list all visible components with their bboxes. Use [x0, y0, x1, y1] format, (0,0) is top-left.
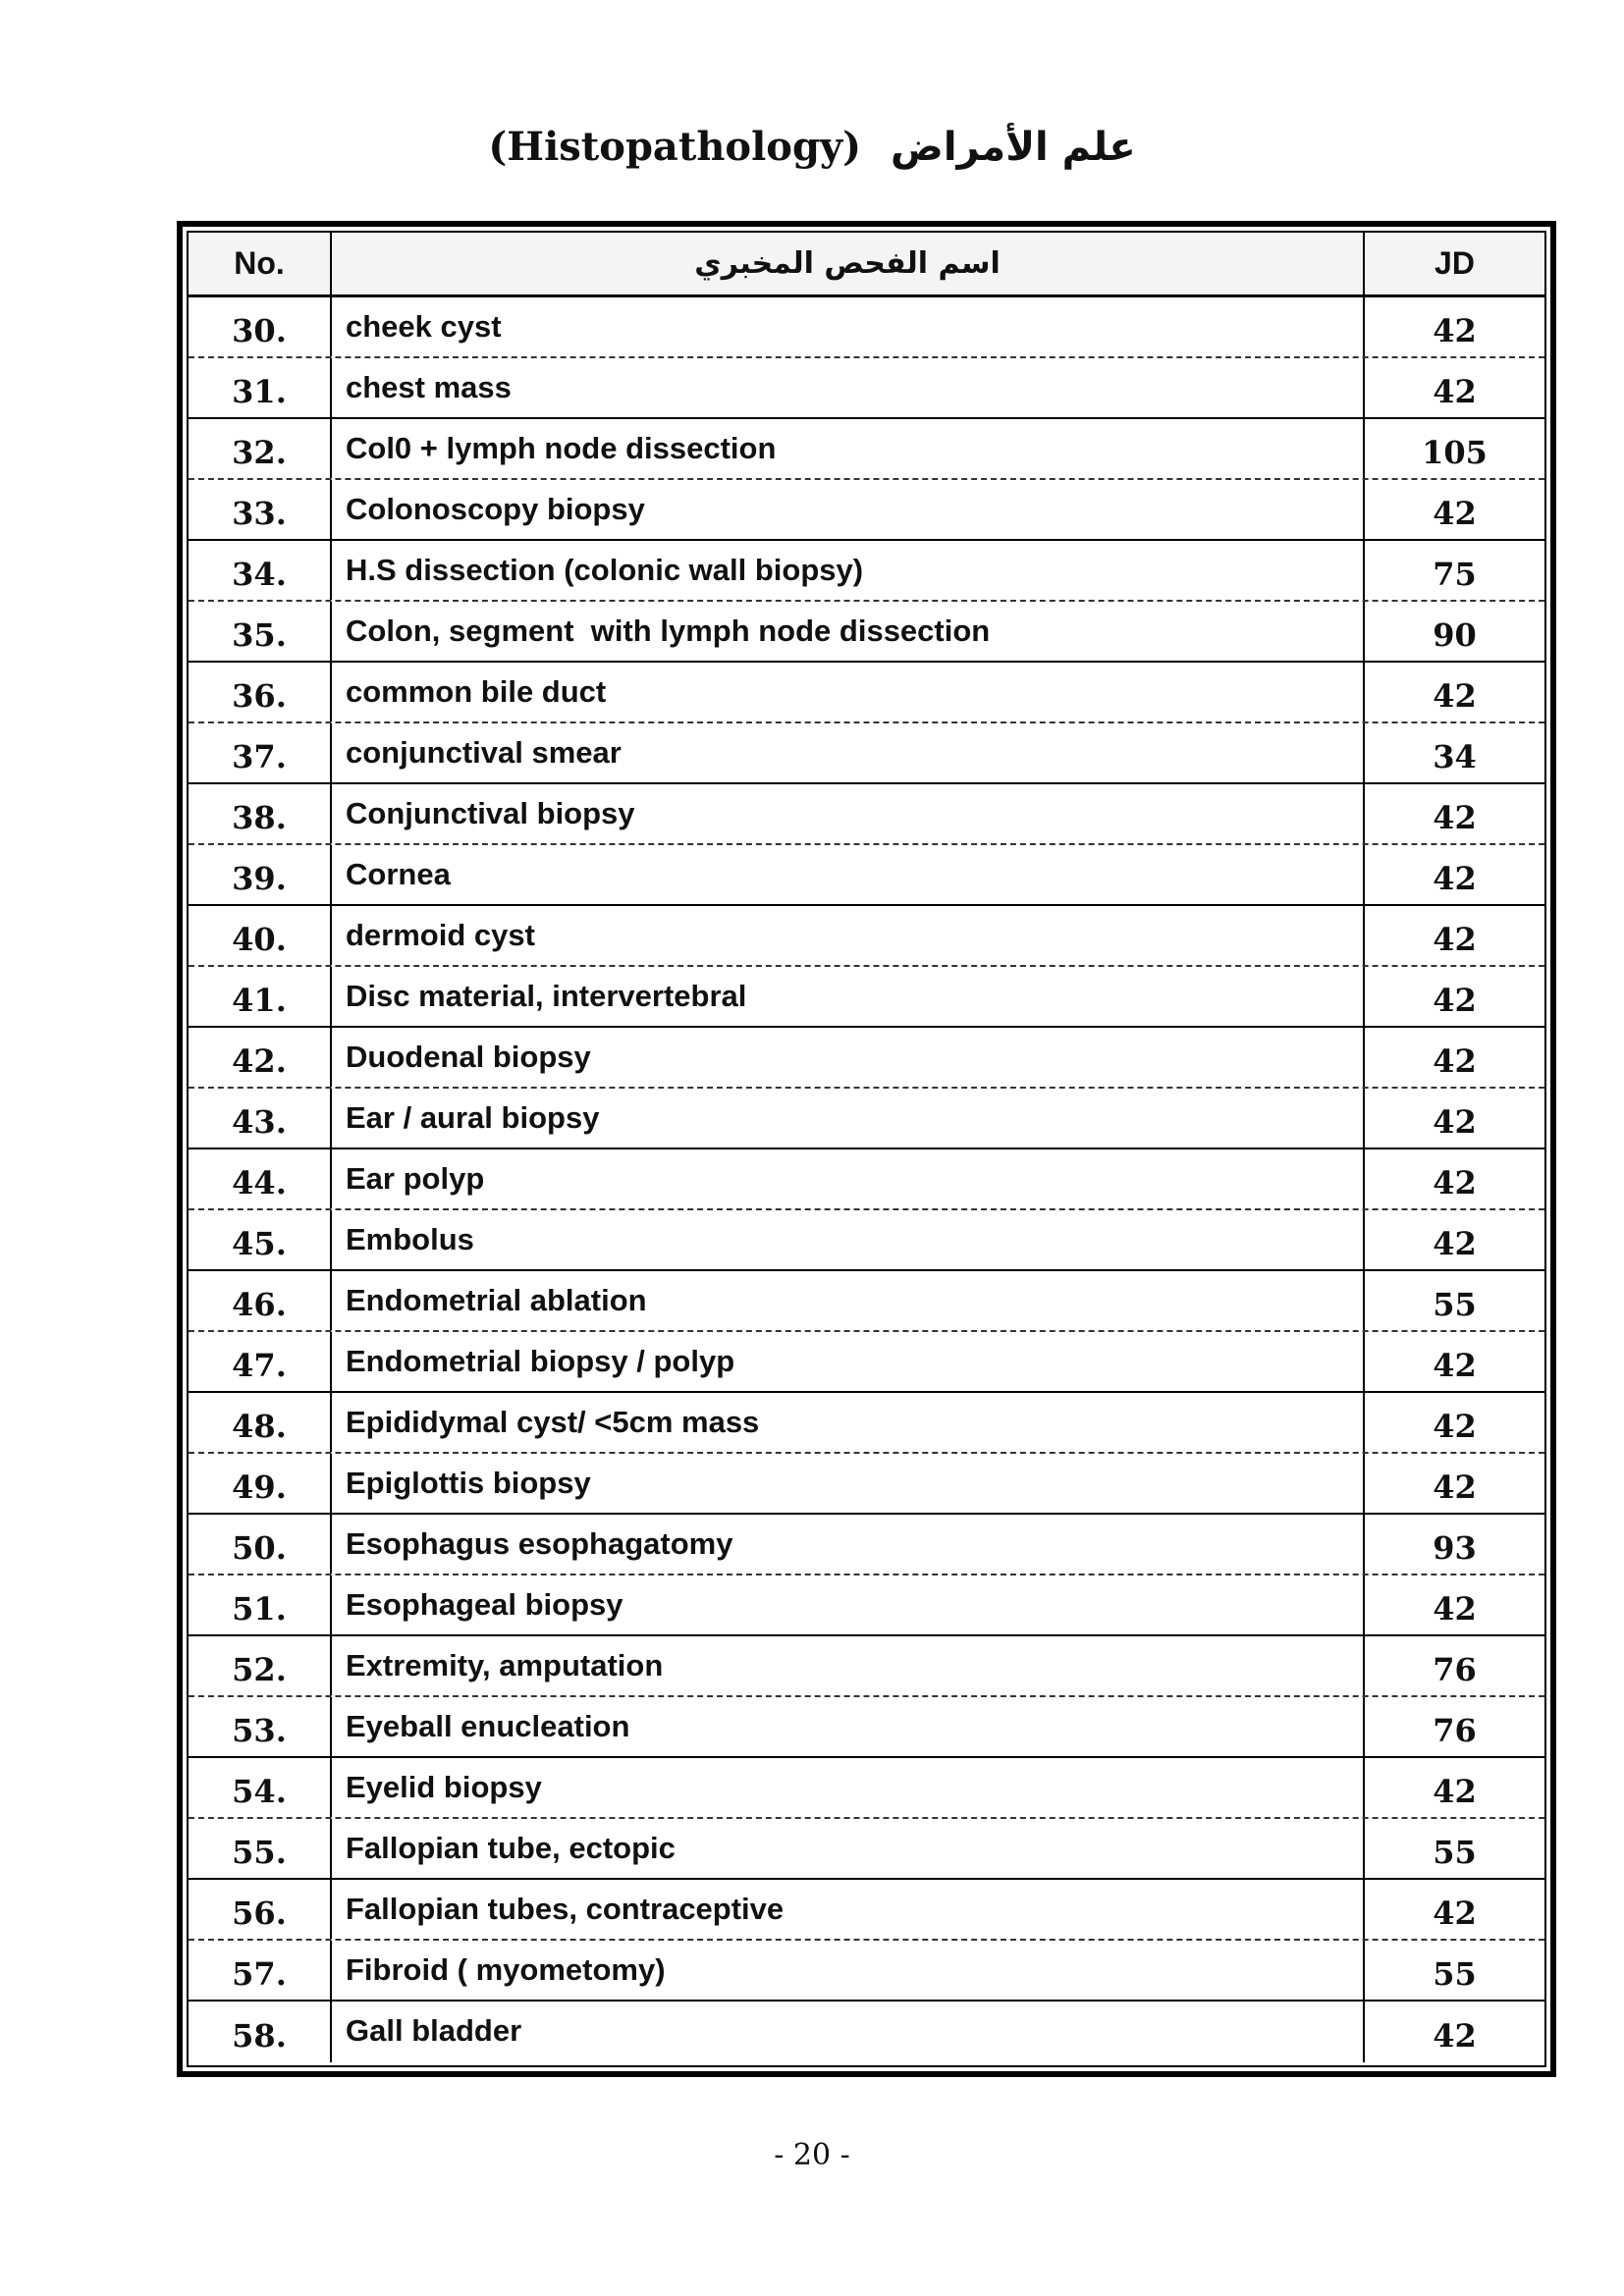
row-test-name: dermoid cyst [332, 906, 1365, 965]
price-table-inner [187, 231, 1546, 2067]
table-row [189, 1149, 1544, 1210]
row-price: 76 [1433, 1712, 1477, 1749]
table-row [189, 541, 1544, 602]
row-number: 46. [189, 1271, 332, 1330]
row-test-name: Fallopian tubes, contraceptive [332, 1880, 1365, 1939]
row-number: 48. [189, 1393, 332, 1452]
row-test-name: H.S dissection (colonic wall biopsy) [332, 541, 1365, 600]
table-row [189, 1941, 1544, 2002]
row-test-name: Conjunctival biopsy [332, 784, 1365, 843]
row-price: 42 [1433, 982, 1477, 1019]
row-price: 42 [1433, 1164, 1477, 1201]
table-row [189, 1454, 1544, 1515]
table-row [189, 1880, 1544, 1941]
row-price: 42 [1433, 921, 1477, 958]
header-test-name: اسم الفحص المخبري [332, 233, 1365, 294]
row-price: 42 [1433, 312, 1477, 349]
page-title [0, 118, 1624, 177]
row-price: 42 [1433, 799, 1477, 836]
row-price: 55 [1433, 1955, 1477, 1993]
row-price: 42 [1433, 1895, 1477, 1932]
row-test-name: Embolus [332, 1210, 1365, 1269]
table-row [189, 1028, 1544, 1089]
table-row [189, 1271, 1544, 1332]
row-number: 40. [189, 906, 332, 965]
row-number: 44. [189, 1149, 332, 1208]
table-row [189, 1210, 1544, 1271]
row-number: 53. [189, 1697, 332, 1756]
row-number: 49. [189, 1454, 332, 1513]
row-price: 76 [1433, 1651, 1477, 1688]
row-test-name: Duodenal biopsy [332, 1028, 1365, 1087]
table-row [189, 663, 1544, 723]
row-price: 42 [1433, 1408, 1477, 1445]
row-number: 35. [189, 602, 332, 661]
row-test-name: Colonoscopy biopsy [332, 480, 1365, 539]
table-row [189, 723, 1544, 784]
row-number: 47. [189, 1332, 332, 1391]
row-test-name: Extremity, amputation [332, 1636, 1365, 1695]
row-number: 43. [189, 1089, 332, 1148]
table-row [189, 1393, 1544, 1454]
row-test-name: common bile duct [332, 663, 1365, 721]
row-number: 30. [189, 297, 332, 356]
row-number: 52. [189, 1636, 332, 1695]
header-jd: JD [1435, 245, 1475, 281]
table-row [189, 1515, 1544, 1575]
row-price: 42 [1433, 1590, 1477, 1628]
table-row [189, 1332, 1544, 1393]
table-body [189, 297, 1544, 2062]
row-number: 55. [189, 1819, 332, 1878]
row-test-name: chest mass [332, 358, 1365, 417]
row-test-name: Colon, segment with lymph node dissection [332, 602, 1365, 661]
row-price: 55 [1433, 1834, 1477, 1871]
table-row [189, 1636, 1544, 1697]
row-price: 105 [1422, 434, 1488, 471]
row-test-name: Ear / aural biopsy [332, 1089, 1365, 1148]
row-price: 42 [1433, 1225, 1477, 1262]
row-test-name: Col0 + lymph node dissection [332, 419, 1365, 478]
row-test-name: Esophageal biopsy [332, 1575, 1365, 1634]
table-row [189, 602, 1544, 663]
table-row [189, 358, 1544, 419]
table-row [189, 1819, 1544, 1880]
table-row [189, 1697, 1544, 1758]
row-price: 90 [1433, 616, 1477, 654]
row-price: 42 [1433, 1347, 1477, 1384]
row-number: 33. [189, 480, 332, 539]
row-test-name: Epididymal cyst/ <5cm mass [332, 1393, 1365, 1452]
row-test-name: Esophagus esophagatomy [332, 1515, 1365, 1574]
table-row [189, 1575, 1544, 1636]
row-price: 42 [1433, 1042, 1477, 1080]
row-number: 38. [189, 784, 332, 843]
price-table [177, 221, 1556, 2077]
row-number: 32. [189, 419, 332, 478]
row-price: 42 [1433, 677, 1477, 715]
row-test-name: cheek cyst [332, 297, 1365, 356]
row-price: 34 [1433, 738, 1477, 775]
row-number: 57. [189, 1941, 332, 2000]
row-number: 34. [189, 541, 332, 600]
row-test-name: Eyeball enucleation [332, 1697, 1365, 1756]
row-number: 50. [189, 1515, 332, 1574]
row-price: 42 [1433, 1468, 1477, 1506]
row-number: 39. [189, 845, 332, 904]
row-number: 42. [189, 1028, 332, 1087]
row-test-name: Gall bladder [332, 2002, 1365, 2062]
row-test-name: Eyelid biopsy [332, 1758, 1365, 1817]
table-row [189, 480, 1544, 541]
row-number: 31. [189, 358, 332, 417]
row-test-name: conjunctival smear [332, 723, 1365, 782]
row-number: 54. [189, 1758, 332, 1817]
row-price: 42 [1433, 373, 1477, 410]
table-row [189, 297, 1544, 358]
row-price: 42 [1433, 860, 1477, 897]
row-price: 55 [1433, 1286, 1477, 1323]
row-number: 58. [189, 2002, 332, 2062]
row-test-name: Disc material, intervertebral [332, 967, 1365, 1026]
header-no: No. [189, 233, 332, 294]
row-number: 36. [189, 663, 332, 721]
row-number: 45. [189, 1210, 332, 1269]
row-number: 37. [189, 723, 332, 782]
table-row [189, 906, 1544, 967]
row-price: 42 [1433, 1773, 1477, 1810]
row-price: 75 [1433, 556, 1477, 593]
row-price: 42 [1433, 1103, 1477, 1141]
title-arabic: علم الأمراض [891, 125, 1136, 170]
row-price: 42 [1433, 2017, 1477, 2055]
row-test-name: Fibroid ( myometomy) [332, 1941, 1365, 2000]
row-test-name: Endometrial ablation [332, 1271, 1365, 1330]
table-row [189, 1758, 1544, 1819]
row-test-name: Epiglottis biopsy [332, 1454, 1365, 1513]
row-test-name: Ear polyp [332, 1149, 1365, 1208]
table-row [189, 1089, 1544, 1149]
row-number: 41. [189, 967, 332, 1026]
row-number: 51. [189, 1575, 332, 1634]
row-test-name: Fallopian tube, ectopic [332, 1819, 1365, 1878]
row-test-name: Endometrial biopsy / polyp [332, 1332, 1365, 1391]
page-number: - 20 - [774, 2138, 850, 2172]
row-price: 42 [1433, 495, 1477, 532]
table-row [189, 845, 1544, 906]
title-latin: (Histopathology) [488, 124, 862, 170]
row-price: 93 [1433, 1529, 1477, 1567]
table-header-row [189, 233, 1544, 297]
table-row [189, 419, 1544, 480]
table-row [189, 967, 1544, 1028]
table-row [189, 2002, 1544, 2062]
row-test-name: Cornea [332, 845, 1365, 904]
row-number: 56. [189, 1880, 332, 1939]
table-row [189, 784, 1544, 845]
